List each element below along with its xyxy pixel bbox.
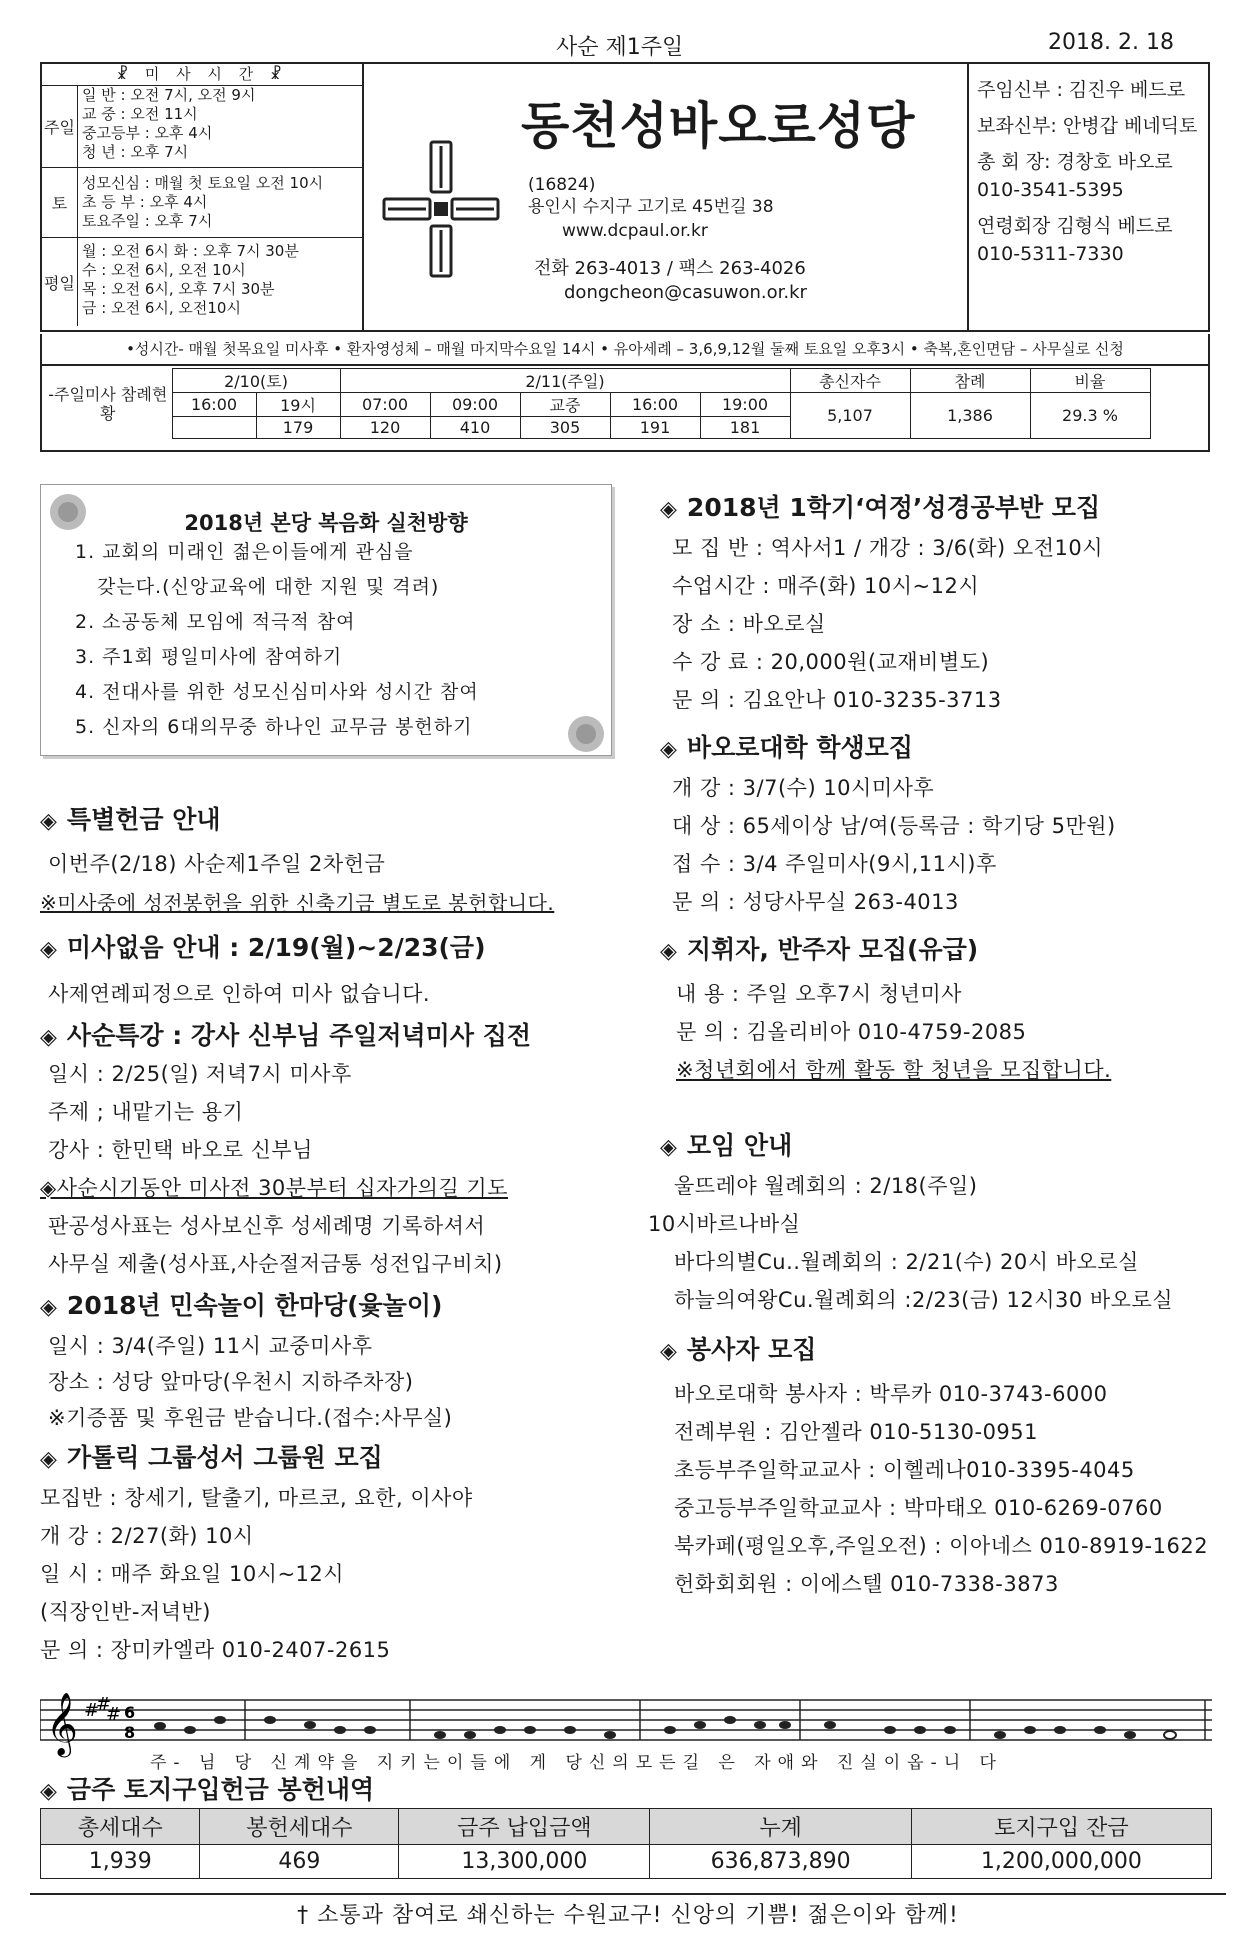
goals-title: 2018년 본당 복음화 실천방향	[184, 511, 468, 535]
section-line: 판공성사표는 성사보신후 성세례명 기록하셔서	[48, 1214, 486, 1238]
mass-line: 중고등부 : 오후 4시	[82, 124, 213, 142]
svg-text:𝄞: 𝄞	[46, 1692, 78, 1755]
goal-item: 2. 소공동체 모임에 적극적 참여	[75, 611, 356, 633]
svg-text:#: #	[96, 1694, 112, 1715]
footer-divider	[30, 1893, 1226, 1895]
count-cell: 120	[340, 417, 430, 439]
section-line: ※기증품 및 후원금 받습니다.(접수:사무실)	[48, 1406, 453, 1430]
count-cell: 305	[520, 417, 610, 439]
section-line: 수 강 료 : 20,000원(교재비별도)	[672, 650, 990, 674]
staff-line: 010-3541-5395	[977, 179, 1124, 201]
section-line: 바다의별Cu..월례회의 : 2/21(수) 20시 바오로실	[674, 1250, 1139, 1274]
decorative-dot-icon	[43, 487, 93, 537]
attendance-day1: 2/10(토)	[172, 369, 340, 393]
section-line: 장소 : 성당 앞마당(우천시 지하주차장)	[48, 1370, 414, 1394]
church-website[interactable]: www.dcpaul.or.kr	[562, 221, 708, 241]
section-line: 문 의 : 김올리비아 010-4759-2085	[676, 1020, 1027, 1044]
section-line: 헌화회회원 : 이에스텔 010-7338-3873	[674, 1572, 1059, 1596]
goal-item: 1. 교회의 미래인 젊은이들에게 관심을	[75, 541, 414, 563]
staff-line: 010-5311-7330	[977, 243, 1124, 265]
section-title: ◈ 2018년 1학기‘여정’성경공부반 모집	[660, 493, 1101, 522]
section-line: 이번주(2/18) 사순제1주일 2차헌금	[48, 852, 386, 876]
church-phone: 전화 263-4013 / 팩스 263-4026	[534, 258, 806, 279]
ratio-value: 29.3 %	[1030, 393, 1150, 439]
section-line: 울뜨레야 월례회의 : 2/18(주일)	[674, 1174, 978, 1198]
svg-text:#: #	[84, 1700, 100, 1721]
section-line: ◈사순시기동안 미사전 30분부터 십자가의길 기도	[40, 1176, 509, 1200]
section-title: ◈ 바오로대학 학생모집	[660, 733, 913, 762]
goal-item: 3. 주1회 평일미사에 참여하기	[75, 646, 343, 668]
table-cell: 636,873,890	[650, 1845, 911, 1879]
church-name: 동천성바오로성당	[521, 97, 916, 155]
count-cell: 179	[256, 417, 340, 439]
table-header: 총세대수	[41, 1809, 200, 1845]
section-title: ◈ 봉사자 모집	[660, 1335, 817, 1364]
section-line: 사제연례피정으로 인하여 미사 없습니다.	[48, 982, 431, 1006]
section-line: 개 강 : 2/27(화) 10시	[40, 1524, 254, 1548]
section-line: 하늘의여왕Cu.월례회의 :2/23(금) 12시30 바오로실	[674, 1288, 1174, 1312]
section-line: 문 의 : 장미카엘라 010-2407-2615	[40, 1638, 391, 1662]
table-header: 토지구입 잔금	[911, 1809, 1211, 1845]
goal-item: 4. 전대사를 위한 성모신심미사와 성시간 참여	[75, 681, 479, 703]
svg-text:8: 8	[124, 1723, 136, 1742]
attendance-label: -주일미사 참례현황	[48, 384, 168, 423]
attend-value: 1,386	[910, 393, 1030, 439]
total-label: 총신자수	[790, 369, 910, 393]
mass-line: 교 중 : 오전 11시	[82, 105, 198, 123]
mass-line: 목 : 오전 6시, 오후 7시 30분	[82, 280, 275, 298]
table-header: 봉헌세대수	[200, 1809, 399, 1845]
count-cell: 191	[610, 417, 700, 439]
section-line: (직장인반-저녁반)	[40, 1600, 211, 1624]
table-cell: 469	[200, 1845, 399, 1879]
church-info-area	[366, 64, 970, 330]
goal-item: 5. 신자의 6대의무중 하나인 교무금 봉헌하기	[75, 716, 473, 738]
church-email[interactable]: dongcheon@casuwon.or.kr	[564, 282, 807, 303]
mass-line: 성모신심 : 매월 첫 토요일 오전 10시	[82, 174, 324, 192]
mass-line: 월 : 오전 6시 화 : 오후 7시 30분	[82, 242, 299, 260]
diocese-motto: † 소통과 참여로 쇄신하는 수원교구! 신앙의 기쁨! 젊은이와 함께!	[297, 1903, 959, 1928]
section-title: ◈ 미사없음 안내 : 2/19(월)~2/23(금)	[40, 933, 486, 962]
mass-times-box	[42, 64, 364, 330]
staff-line: 보좌신부: 안병갑 베네딕토	[977, 115, 1198, 137]
time-cell: 19:00	[700, 393, 790, 417]
mass-group-label: 토	[42, 168, 78, 237]
section-line: 사무실 제출(성사표,사순절저금통 성전입구비치)	[48, 1252, 503, 1276]
goals-list	[75, 535, 479, 745]
section-line: 바오로대학 봉사자 : 박루카 010-3743-6000	[674, 1382, 1108, 1406]
section-line: 모 집 반 : 역사서1 / 개강 : 3/6(화) 오전10시	[672, 536, 1103, 560]
time-cell: 09:00	[430, 393, 520, 417]
mass-line: 청 년 : 오후 7시	[82, 143, 189, 161]
table-header: 누계	[650, 1809, 911, 1845]
section-line: 10시바르나바실	[648, 1212, 801, 1236]
section-line: ※미사중에 성전봉헌을 위한 신축기금 별도로 봉헌합니다.	[40, 891, 555, 915]
section-title: ◈ 2018년 민속놀이 한마당(윷놀이)	[40, 1291, 443, 1320]
cross-logo-icon	[376, 134, 506, 284]
section-line: 수업시간 : 매주(화) 10시~12시	[672, 574, 980, 598]
decorative-dot-icon	[561, 709, 611, 759]
hymn-lyrics: 주- 님 당 신계약을 지키는이들에 게 당신의모든길 은 자애와 진실이옵-니 다	[150, 1753, 1003, 1773]
staff-line: 연령회장 김형식 베드로	[977, 215, 1173, 237]
mass-line: 금 : 오전 6시, 오전10시	[82, 299, 241, 317]
section-line: 내 용 : 주일 오후7시 청년미사	[676, 982, 962, 1006]
time-cell: 교중	[520, 393, 610, 417]
time-cell: 16:00	[610, 393, 700, 417]
section-title: ◈ 사순특강 : 강사 신부님 주일저녁미사 집전	[40, 1021, 531, 1050]
section-line: 전례부원 : 김안젤라 010-5130-0951	[674, 1420, 1039, 1444]
total-value: 5,107	[790, 393, 910, 439]
mass-group-label: 평일	[42, 238, 78, 326]
table-cell: 1,200,000,000	[911, 1845, 1211, 1879]
mass-line: 초 등 부 : 오후 4시	[82, 193, 208, 211]
mass-group-sunday	[42, 86, 362, 168]
week-title: 사순 제1주일	[556, 35, 684, 60]
evangelization-goals-box	[40, 484, 612, 756]
section-line: 일 시 : 매주 화요일 10시~12시	[40, 1562, 345, 1586]
section-line: 북카페(평일오후,주일오전) : 이아네스 010-8919-1622	[674, 1534, 1209, 1558]
time-cell: 07:00	[340, 393, 430, 417]
header-box	[40, 62, 1210, 332]
svg-text:6: 6	[124, 1703, 136, 1722]
section-line: 접 수 : 3/4 주일미사(9시,11시)후	[672, 852, 997, 876]
section-title: ◈ 특별헌금 안내	[40, 805, 221, 834]
section-line: 일시 : 2/25(일) 저녁7시 미사후	[48, 1062, 352, 1086]
church-address: 용인시 수지구 고기로 45번길 38	[528, 197, 774, 217]
section-line: 강사 : 한민택 바오로 신부님	[48, 1138, 313, 1162]
section-line: ※청년회에서 함께 활동 할 청년을 모집합니다.	[676, 1058, 1112, 1082]
staff-line: 총 회 장: 경창호 바오로	[977, 151, 1173, 173]
mass-group-saturday	[42, 168, 362, 238]
section-line: 문 의 : 김요안나 010-3235-3713	[672, 688, 1002, 712]
attendance-day2: 2/11(주일)	[340, 369, 790, 393]
section-line: 모집반 : 창세기, 탈출기, 마르코, 요한, 이사야	[40, 1486, 473, 1510]
land-donation-table	[40, 1808, 1212, 1879]
table-header: 금주 납입금액	[399, 1809, 650, 1845]
svg-text:#: #	[106, 1704, 122, 1725]
mass-times-title: ☧ 미 사 시 간 ☧	[42, 64, 362, 86]
issue-date: 2018. 2. 18	[1048, 30, 1174, 55]
section-line: 장 소 : 바오로실	[672, 612, 826, 636]
table-cell: 13,300,000	[399, 1845, 650, 1879]
mass-group-weekday	[42, 238, 362, 326]
section-title: ◈ 모임 안내	[660, 1131, 793, 1160]
time-cell: 16:00	[172, 393, 256, 417]
staff-line: 주임신부 : 김진우 베드로	[977, 79, 1186, 101]
mass-line: 토요주일 : 오후 7시	[82, 212, 213, 230]
staff-box	[967, 64, 1208, 330]
mass-line: 수 : 오전 6시, 오전 10시	[82, 261, 246, 279]
attendance-table	[44, 368, 1151, 439]
section-line: 개 강 : 3/7(수) 10시미사후	[672, 776, 935, 800]
section-line: 대 상 : 65세이상 남/여(등록금 : 학기당 5만원)	[672, 814, 1116, 838]
attend-label: 참례	[910, 369, 1030, 393]
mass-group-label: 주일	[42, 86, 78, 167]
count-cell	[172, 417, 256, 439]
section-line: 문 의 : 성당사무실 263-4013	[672, 890, 959, 914]
section-line: 일시 : 3/4(주일) 11시 교중미사후	[48, 1334, 373, 1358]
section-line: 중고등부주일학교교사 : 박마태오 010-6269-0760	[674, 1496, 1163, 1520]
table-cell: 1,939	[41, 1845, 200, 1879]
mass-line: 일 반 : 오전 7시, 오전 9시	[82, 86, 256, 104]
section-line: 주제 ; 내맡기는 용기	[48, 1100, 244, 1124]
time-cell: 19시	[256, 393, 340, 417]
count-cell: 181	[700, 417, 790, 439]
section-title: ◈ 지휘자, 반주자 모집(유급)	[660, 935, 979, 964]
count-cell: 410	[430, 417, 520, 439]
section-title: ◈ 가톨릭 그룹성서 그룹원 모집	[40, 1443, 383, 1472]
goal-item: 갖는다.(신앙교육에 대한 지원 및 격려)	[97, 576, 440, 598]
church-postcode: (16824)	[528, 175, 596, 195]
section-title: ◈ 금주 토지구입헌금 봉헌내역	[40, 1775, 375, 1804]
schedule-info-bar: •성시간- 매월 첫목요일 미사후 • 환자영성체 – 매월 마지막수요일 14시 • 유아세례 – 3,6,9,12월 둘째 토요일 오후3시 • 축복,혼인면담 – 사무실로 신청	[40, 334, 1210, 366]
section-line: 초등부주일학교교사 : 이헬레나010-3395-4045	[674, 1458, 1135, 1482]
ratio-label: 비율	[1030, 369, 1150, 393]
